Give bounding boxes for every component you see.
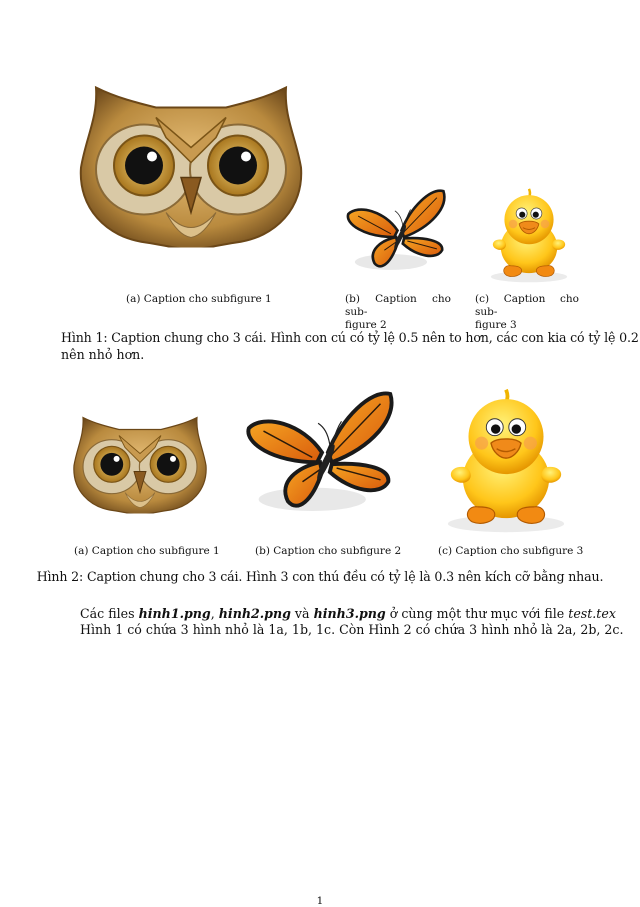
figure1-caption bbox=[61, 329, 639, 363]
subcaption-1c bbox=[475, 293, 579, 332]
figure1-caption-line2: nên nhỏ hơn. bbox=[61, 347, 145, 362]
file-name-hinh3: hinh3.png bbox=[313, 606, 386, 621]
subcaption-2b: (b) Caption cho subfigure 2 bbox=[255, 545, 402, 557]
subcaption-1b bbox=[345, 293, 451, 332]
paragraph-text: và bbox=[290, 606, 314, 621]
paragraph-text: ở cùng một thư mục với file bbox=[385, 606, 569, 621]
paragraph-text: , bbox=[210, 606, 219, 621]
figure2-duck-image bbox=[436, 385, 576, 535]
figure2-owl-image bbox=[71, 410, 209, 515]
figure1-caption-line1: Hình 1: Caption chung cho 3 cái. Hình con cú có tỷ lệ 0.5 nên to hơn, các con kia có tỷ lệ 0.2 bbox=[61, 330, 639, 345]
subcaption-1c-line2: figure 3 bbox=[475, 319, 517, 331]
page-number: 1 bbox=[316, 895, 324, 907]
subcaption-1b-line1: (b) Caption cho sub- bbox=[345, 293, 451, 318]
paragraph-line2: Hình 1 có chứa 3 hình nhỏ là 1a, 1b, 1c. Còn Hình 2 có chứa 3 hình nhỏ là 2a, 2b, 2c. bbox=[80, 622, 624, 637]
figure1-butterfly-image bbox=[345, 183, 450, 278]
body-paragraph bbox=[80, 606, 624, 638]
file-name-hinh1: hinh1.png bbox=[138, 606, 211, 621]
subcaption-1c-line1: (c) Caption cho sub- bbox=[475, 293, 579, 318]
file-name-test-tex: test.tex bbox=[568, 606, 616, 621]
paragraph-line1 bbox=[80, 606, 616, 622]
figure2-caption: Hình 2: Caption chung cho 3 cái. Hình 3 con thú đều có tỷ lệ là 0.3 nên kích cỡ bằng nhau. bbox=[36, 569, 604, 584]
paragraph-text: Các files bbox=[80, 606, 139, 621]
file-name-hinh2: hinh2.png bbox=[218, 606, 291, 621]
subcaption-2a: (a) Caption cho subfigure 1 bbox=[74, 545, 220, 557]
subcaption-1b-line2: figure 2 bbox=[345, 319, 387, 331]
figure1-duck-image bbox=[486, 185, 572, 285]
figure1-owl-image bbox=[76, 75, 306, 250]
figure2-butterfly-image bbox=[244, 384, 400, 521]
subcaption-1a: (a) Caption cho subfigure 1 bbox=[126, 293, 272, 305]
subcaption-2c: (c) Caption cho subfigure 3 bbox=[438, 545, 584, 557]
